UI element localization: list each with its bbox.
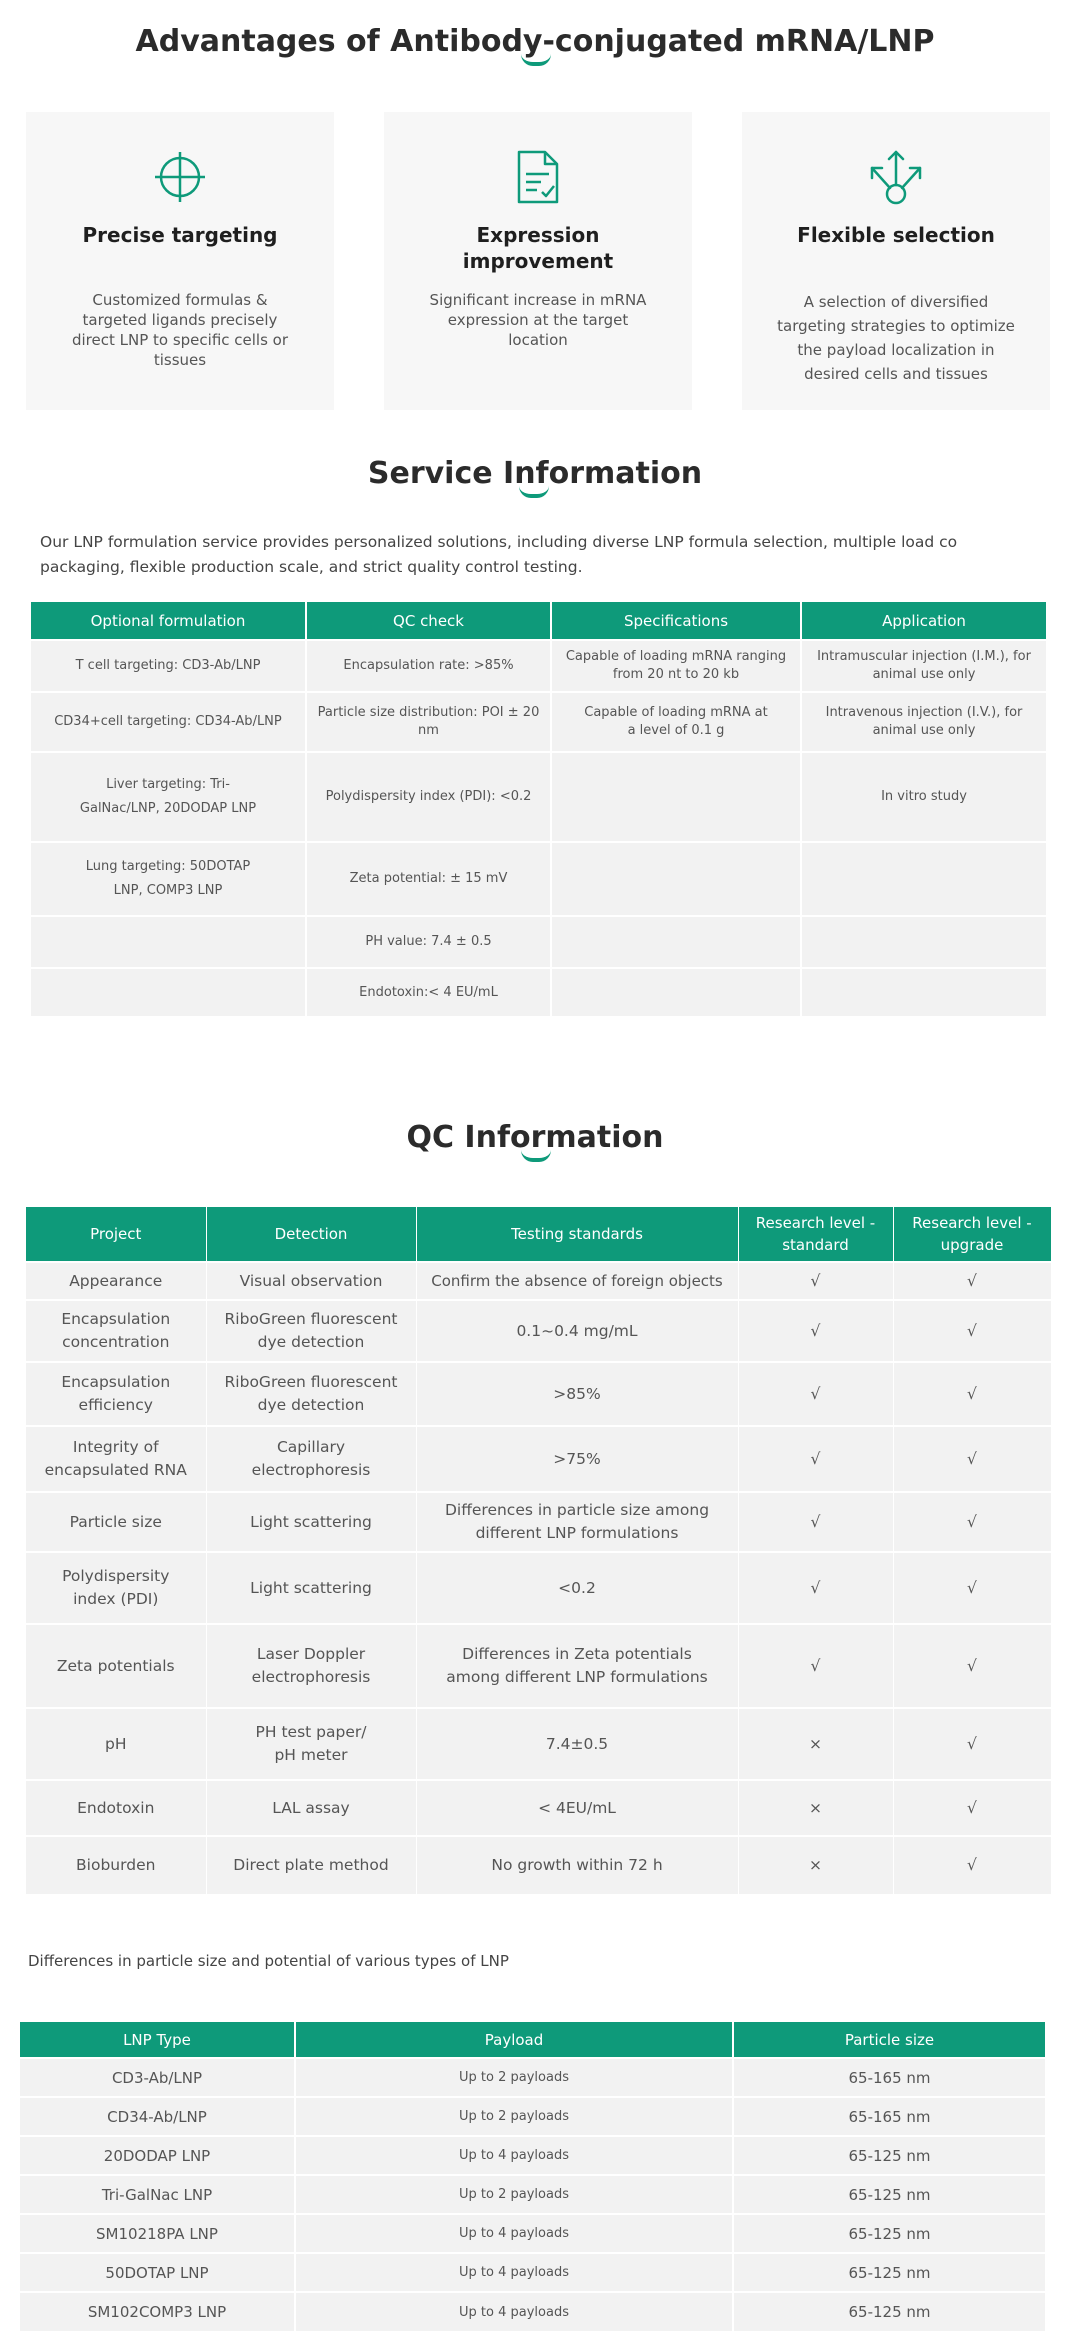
column-header: Research level - standard [738, 1207, 893, 1262]
table-cell: × [738, 1836, 893, 1894]
table-cell: pH [26, 1708, 206, 1780]
advantage-card-precise-targeting [26, 112, 334, 410]
table-row [26, 1836, 1051, 1894]
table-cell: √ [738, 1300, 893, 1362]
table-cell: Capillary electrophoresis [206, 1426, 416, 1492]
table-cell: Capable of loading mRNA at a level of 0.1 g [551, 692, 801, 752]
table-cell: √ [738, 1262, 893, 1300]
table-cell: Up to 2 payloads [295, 2058, 733, 2097]
table-cell: Polydispersity index (PDI) [26, 1552, 206, 1624]
column-header: Research level - upgrade [893, 1207, 1051, 1262]
table-cell: Up to 2 payloads [295, 2175, 733, 2214]
table-cell [31, 968, 306, 1016]
table-cell: √ [738, 1624, 893, 1708]
table-cell: Tri-GalNac LNP [20, 2175, 295, 2214]
table-cell: √ [893, 1492, 1051, 1552]
table-cell: Encapsulation efficiency [26, 1362, 206, 1426]
table-cell: 0.1~0.4 mg/mL [416, 1300, 738, 1362]
table-cell: 65-125 nm [733, 2253, 1046, 2292]
table-cell: √ [738, 1552, 893, 1624]
table-cell: < 4EU/mL [416, 1780, 738, 1836]
table-row [31, 752, 1047, 842]
table-cell: √ [893, 1836, 1051, 1894]
table-row [26, 1624, 1051, 1708]
table-cell [551, 968, 801, 1016]
table-cell: Intravenous injection (I.V.), for animal use only [801, 692, 1047, 752]
table-cell: Particle size [26, 1492, 206, 1552]
table-cell: 20DODAP LNP [20, 2136, 295, 2175]
table-row [26, 1300, 1051, 1362]
table-row [20, 2214, 1046, 2253]
table-cell [551, 916, 801, 968]
table-row [20, 2175, 1046, 2214]
card-title: Expression improvement [462, 223, 614, 273]
table-header-row [31, 602, 1047, 640]
table-cell: RiboGreen fluorescent dye detection [206, 1300, 416, 1362]
table-cell: RiboGreen fluorescent dye detection [206, 1362, 416, 1426]
table-row [26, 1262, 1051, 1300]
table-row [20, 2253, 1046, 2292]
table-cell: √ [893, 1552, 1051, 1624]
table-row [20, 2097, 1046, 2136]
table-header-row [20, 2022, 1046, 2058]
column-header: Application [801, 602, 1047, 640]
table-cell: Up to 4 payloads [295, 2292, 733, 2331]
service-title: Service Information [367, 456, 703, 491]
table-row [20, 2292, 1046, 2331]
table-row [26, 1780, 1051, 1836]
table-cell: Light scattering [206, 1492, 416, 1552]
table-row [31, 842, 1047, 916]
table-cell: × [738, 1708, 893, 1780]
branch-arrows-icon [866, 148, 926, 211]
column-header: Payload [295, 2022, 733, 2058]
table-cell: Up to 4 payloads [295, 2253, 733, 2292]
table-cell: Capable of loading mRNA ranging from 20 nt to 20 kb [551, 640, 801, 692]
column-header: Testing standards [416, 1207, 738, 1262]
table-row [20, 2058, 1046, 2097]
table-cell: 65-165 nm [733, 2058, 1046, 2097]
table-cell: Polydispersity index (PDI): <0.2 [306, 752, 551, 842]
title-underline-decoration [519, 486, 549, 498]
table-cell: Visual observation [206, 1262, 416, 1300]
crosshair-icon [153, 150, 207, 209]
title-underline-decoration [521, 1150, 551, 1162]
table-cell: >85% [416, 1362, 738, 1426]
table-row [31, 692, 1047, 752]
table-cell: × [738, 1780, 893, 1836]
table-cell: Confirm the absence of foreign objects [416, 1262, 738, 1300]
column-header: Specifications [551, 602, 801, 640]
table-cell: Intramuscular injection (I.M.), for animal use only [801, 640, 1047, 692]
table-cell: Encapsulation concentration [26, 1300, 206, 1362]
table-cell: 65-125 nm [733, 2175, 1046, 2214]
table-cell: Zeta potentials [26, 1624, 206, 1708]
advantage-card-expression-improvement [384, 112, 692, 410]
table-cell: CD34+cell targeting: CD34-Ab/LNP [31, 692, 306, 752]
table-row [26, 1426, 1051, 1492]
table-cell: √ [893, 1262, 1051, 1300]
table-row [26, 1362, 1051, 1426]
table-cell: Up to 4 payloads [295, 2136, 733, 2175]
table-cell: SM102COMP3 LNP [20, 2292, 295, 2331]
table-cell: Laser Doppler electrophoresis [206, 1624, 416, 1708]
qc-title: QC Information [406, 1120, 664, 1155]
table-cell: Integrity of encapsulated RNA [26, 1426, 206, 1492]
table-cell: Light scattering [206, 1552, 416, 1624]
table-cell: >75% [416, 1426, 738, 1492]
table-cell: 65-165 nm [733, 2097, 1046, 2136]
table-cell: Bioburden [26, 1836, 206, 1894]
service-intro: Our LNP formulation service provides personalized solutions, including diverse LNP formula selection, multiple load co packaging, flexible production scale, and strict quality control testing. [40, 533, 958, 576]
table-cell: √ [738, 1426, 893, 1492]
column-header: Optional formulation [31, 602, 306, 640]
card-description: Significant increase in mRNA expression at the target location [429, 291, 647, 349]
table-cell: PH test paper/ pH meter [206, 1708, 416, 1780]
table-cell [801, 968, 1047, 1016]
table-cell [31, 916, 306, 968]
column-header: Particle size [733, 2022, 1046, 2058]
table-cell: √ [738, 1492, 893, 1552]
table-cell: T cell targeting: CD3-Ab/LNP [31, 640, 306, 692]
table-cell: √ [893, 1780, 1051, 1836]
advantage-card-flexible-selection [742, 112, 1050, 410]
table-cell: 65-125 nm [733, 2292, 1046, 2331]
table-cell: √ [893, 1708, 1051, 1780]
table-cell: Up to 4 payloads [295, 2214, 733, 2253]
table-cell: √ [738, 1362, 893, 1426]
table-cell: Differences in Zeta potentials among different LNP formulations [416, 1624, 738, 1708]
card-description: A selection of diversified targeting strategies to optimize the payload localization in desired cells and tissues [777, 293, 1015, 383]
table-cell: No growth within 72 h [416, 1836, 738, 1894]
table-cell [801, 842, 1047, 916]
table-cell: 50DOTAP LNP [20, 2253, 295, 2292]
table-row [31, 640, 1047, 692]
table-row [20, 2136, 1046, 2175]
table-cell: Appearance [26, 1262, 206, 1300]
table-cell [551, 842, 801, 916]
table-cell: 65-125 nm [733, 2136, 1046, 2175]
table-cell: 65-125 nm [733, 2214, 1046, 2253]
lnp-table [20, 2022, 1047, 2331]
column-header: Project [26, 1207, 206, 1262]
qc-table [26, 1207, 1052, 1894]
table-cell: Up to 2 payloads [295, 2097, 733, 2136]
table-cell [801, 916, 1047, 968]
document-edit-icon [513, 148, 563, 211]
table-cell: PH value: 7.4 ± 0.5 [306, 916, 551, 968]
table-cell: √ [893, 1300, 1051, 1362]
advantages-title: Advantages of Antibody-conjugated mRNA/LNP [135, 24, 935, 59]
table-row [26, 1492, 1051, 1552]
service-table [31, 602, 1048, 1016]
table-cell: <0.2 [416, 1552, 738, 1624]
table-cell: Zeta potential: ± 15 mV [306, 842, 551, 916]
column-header: LNP Type [20, 2022, 295, 2058]
table-cell: 7.4±0.5 [416, 1708, 738, 1780]
lnp-caption: Differences in particle size and potential of various types of LNP [28, 1952, 509, 1970]
table-cell: In vitro study [801, 752, 1047, 842]
table-cell [551, 752, 801, 842]
card-description: Customized formulas & targeted ligands precisely direct LNP to specific cells or tissues [71, 291, 289, 369]
table-cell: Encapsulation rate: >85% [306, 640, 551, 692]
title-underline-decoration [521, 54, 551, 66]
table-cell: Endotoxin [26, 1780, 206, 1836]
table-cell: Particle size distribution: POI ± 20 nm [306, 692, 551, 752]
table-cell: Endotoxin:< 4 EU/mL [306, 968, 551, 1016]
table-cell: Liver targeting: Tri-GalNac/LNP, 20DODAP LNP [31, 752, 306, 842]
table-row [26, 1552, 1051, 1624]
table-cell: √ [893, 1624, 1051, 1708]
column-header: QC check [306, 602, 551, 640]
table-cell: SM10218PA LNP [20, 2214, 295, 2253]
table-cell: Direct plate method [206, 1836, 416, 1894]
table-cell: Lung targeting: 50DOTAP LNP, COMP3 LNP [31, 842, 306, 916]
table-cell: CD34-Ab/LNP [20, 2097, 295, 2136]
table-cell: √ [893, 1426, 1051, 1492]
table-cell: √ [893, 1362, 1051, 1426]
table-cell: Differences in particle size among different LNP formulations [416, 1492, 738, 1552]
table-row [31, 916, 1047, 968]
card-title: Flexible selection [797, 223, 995, 247]
table-cell: CD3-Ab/LNP [20, 2058, 295, 2097]
table-row [26, 1708, 1051, 1780]
table-header-row [26, 1207, 1051, 1262]
column-header: Detection [206, 1207, 416, 1262]
table-row [31, 968, 1047, 1016]
table-cell: LAL assay [206, 1780, 416, 1836]
card-title: Precise targeting [82, 223, 278, 247]
